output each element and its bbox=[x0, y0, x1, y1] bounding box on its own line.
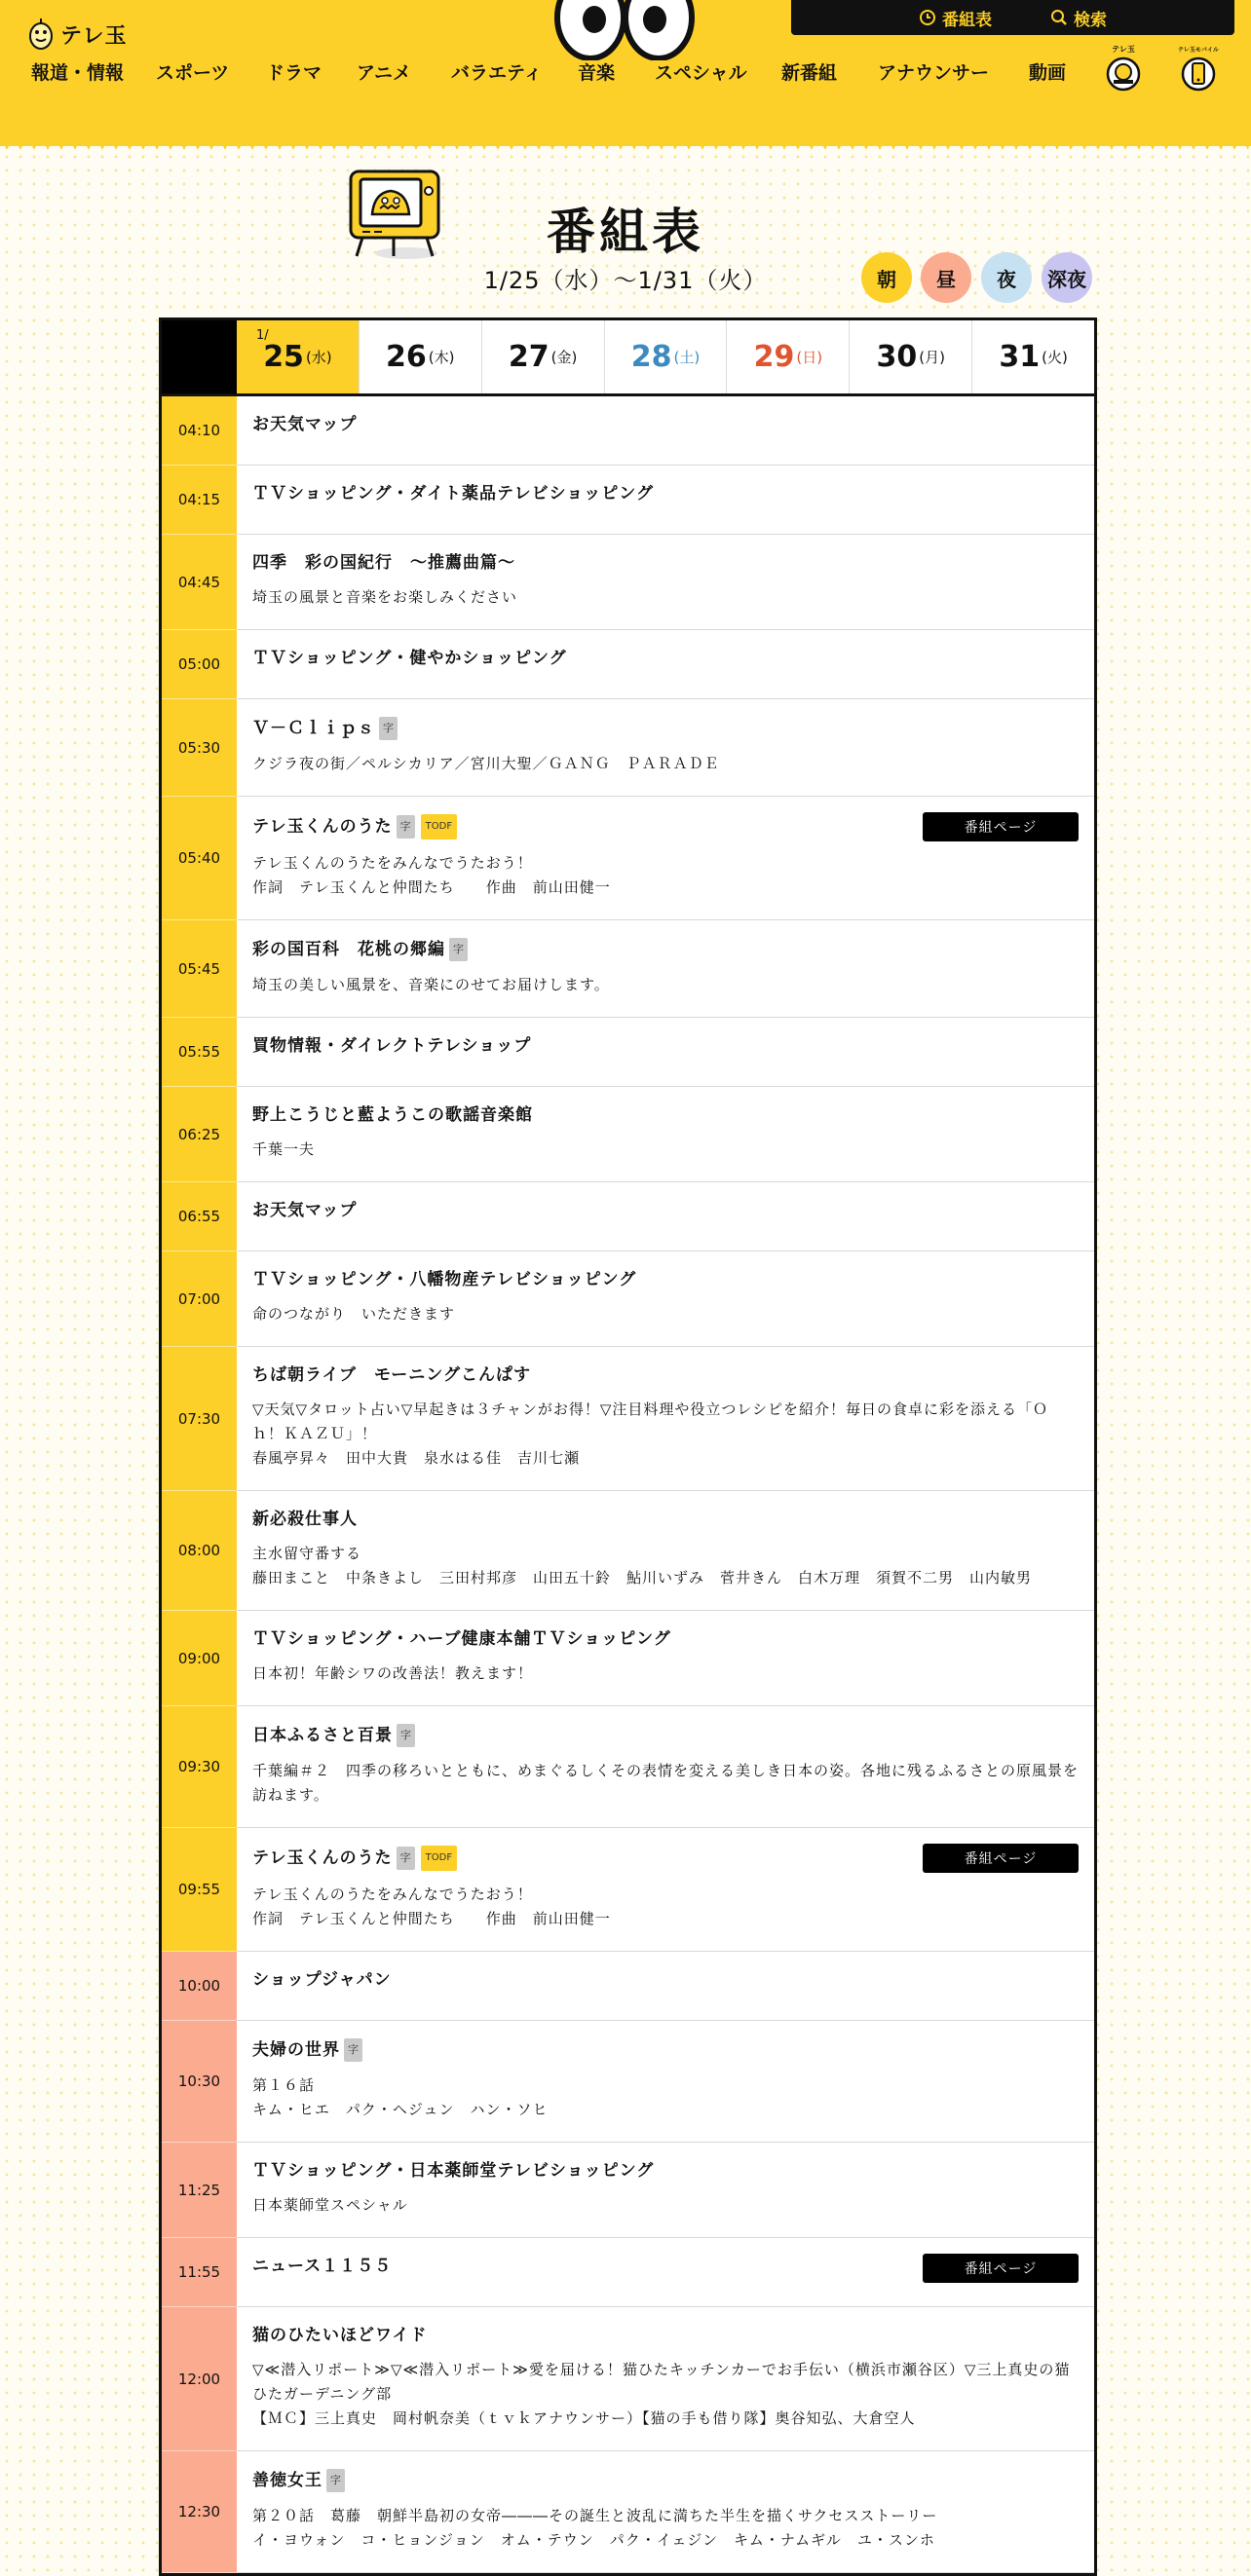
program-description bbox=[252, 2193, 1079, 2218]
subtitle-badge: 字 bbox=[326, 2469, 345, 2492]
program-time: 12:00 bbox=[162, 2307, 237, 2451]
program-guide-link[interactable] bbox=[919, 6, 992, 30]
program-description-line: 千葉一夫 bbox=[252, 1140, 316, 1158]
program-time: 10:30 bbox=[162, 2021, 237, 2143]
day-tab[interactable] bbox=[726, 320, 849, 393]
program-row[interactable] bbox=[162, 630, 1094, 699]
program-title-line bbox=[252, 1035, 1079, 1057]
program-description-line: テレ玉くんのうたをみんなでうたおう！ bbox=[252, 854, 533, 872]
tele-tama-mascot-icon bbox=[27, 18, 55, 51]
program-description-line: 作詞 テレ玉くんと仲間たち 作曲 前山田健一 bbox=[252, 878, 611, 896]
program-time: 05:45 bbox=[162, 920, 237, 1018]
program-row[interactable] bbox=[162, 2238, 1094, 2307]
program-time: 04:45 bbox=[162, 535, 237, 630]
program-title[interactable]: 夫婦の世界 bbox=[252, 2040, 340, 2060]
program-row[interactable] bbox=[162, 535, 1094, 630]
program-title[interactable]: 買物情報・ダイレクトテレショップ bbox=[252, 1036, 532, 1056]
program-row[interactable] bbox=[162, 1182, 1094, 1251]
subtitle-badge: 字 bbox=[397, 1724, 415, 1747]
program-description bbox=[252, 1661, 1079, 1686]
nav-item-announcer[interactable]: アナウンサー bbox=[878, 62, 990, 84]
program-description bbox=[252, 1138, 1079, 1162]
program-description bbox=[252, 1759, 1079, 1808]
program-time: 07:30 bbox=[162, 1347, 237, 1491]
program-title[interactable]: 善徳女王 bbox=[252, 2471, 322, 2490]
program-description-line: 作詞 テレ玉くんと仲間たち 作曲 前山田健一 bbox=[252, 1910, 611, 1927]
program-time: 05:00 bbox=[162, 630, 237, 699]
program-row[interactable] bbox=[162, 797, 1094, 920]
day-tabs bbox=[162, 320, 1094, 396]
nav-item-drama[interactable]: ドラマ bbox=[266, 62, 322, 84]
day-tabs-corner bbox=[162, 320, 237, 393]
day-tab-date: 30 bbox=[876, 340, 918, 374]
day-tab-weekday: (月) bbox=[919, 349, 945, 366]
program-description-line: 【ＭＣ】三上真史 岡村帆奈美（ｔｖｋアナウンサー）【猫の手も借り隊】奥谷知弘、大倉空人 bbox=[252, 2409, 916, 2427]
program-title[interactable]: 猫のひたいほどワイド bbox=[252, 2326, 428, 2345]
program-cell bbox=[237, 1018, 1094, 1086]
search-label: 検索 bbox=[1074, 10, 1107, 30]
program-cell bbox=[237, 2451, 1094, 2572]
program-cell bbox=[237, 2307, 1094, 2450]
program-title[interactable]: ＴＶショッピング・ハーブ健康本舗ＴＶショッピング bbox=[252, 1629, 671, 1649]
day-tab-date: 31 bbox=[999, 340, 1041, 374]
program-time: 08:00 bbox=[162, 1491, 237, 1611]
program-title-line bbox=[252, 1969, 1079, 1991]
day-tab-weekday: (日) bbox=[796, 349, 823, 366]
program-description bbox=[252, 1398, 1079, 1471]
program-title[interactable]: 新必殺仕事人 bbox=[252, 1510, 358, 1529]
program-row[interactable] bbox=[162, 2143, 1094, 2238]
program-title-line bbox=[252, 2325, 1079, 2346]
program-description-line: テレ玉くんのうたをみんなでうたおう！ bbox=[252, 1885, 533, 1903]
mascot-eyes-icon bbox=[551, 0, 698, 60]
program-cell bbox=[237, 797, 1094, 919]
program-title-line bbox=[252, 2469, 1079, 2492]
program-cell bbox=[237, 466, 1094, 534]
nav-item-new-programs[interactable]: 新番組 bbox=[781, 62, 838, 84]
subtitle-badge: 字 bbox=[397, 1847, 415, 1870]
tod-late-night-label: 深夜 bbox=[1047, 267, 1086, 291]
program-cell bbox=[237, 1952, 1094, 2020]
program-title-line bbox=[252, 1628, 1079, 1650]
date-range: 1/25（水）〜1/31（火） bbox=[483, 267, 768, 294]
main-nav bbox=[0, 58, 1251, 88]
program-row[interactable] bbox=[162, 699, 1094, 797]
program-row[interactable] bbox=[162, 1018, 1094, 1087]
program-title-line bbox=[252, 1269, 1079, 1290]
site-logo[interactable] bbox=[27, 18, 128, 51]
program-description-line: 埼玉の風景と音楽をお楽しみください bbox=[252, 588, 518, 606]
program-cell bbox=[237, 1182, 1094, 1251]
logo-text: テレ玉 bbox=[60, 23, 128, 49]
nav-item-special[interactable]: スペシャル bbox=[655, 62, 747, 84]
utility-bar bbox=[791, 0, 1234, 35]
program-description bbox=[252, 2358, 1079, 2431]
program-cell bbox=[237, 920, 1094, 1017]
program-guide-label: 番組表 bbox=[942, 10, 992, 30]
program-row[interactable] bbox=[162, 396, 1094, 466]
nav-item-anime[interactable]: アニメ bbox=[357, 62, 412, 84]
day-tab[interactable] bbox=[971, 320, 1094, 393]
program-row[interactable] bbox=[162, 1491, 1094, 1611]
tod-morning-button[interactable] bbox=[861, 252, 912, 303]
program-description bbox=[252, 2073, 1079, 2122]
program-description-line: 藤田まこと 中条きよし 三田村邦彦 山田五十鈴 鮎川いずみ 菅井きん 白木万理 須賀不二男 山内敏男 bbox=[252, 1569, 1033, 1587]
nav-item-variety[interactable]: バラエティ bbox=[451, 62, 543, 84]
program-row[interactable] bbox=[162, 1706, 1094, 1828]
program-time: 05:30 bbox=[162, 699, 237, 797]
program-time: 05:40 bbox=[162, 797, 237, 920]
program-cell bbox=[237, 1611, 1094, 1705]
program-description bbox=[252, 1302, 1079, 1326]
program-cell bbox=[237, 2143, 1094, 2237]
program-cell bbox=[237, 1087, 1094, 1181]
program-description-line: ▽≪潜入リポート≫▽≪潜入リポート≫愛を届ける！猫ひたキッチンカーでお手伝い（横浜市瀬谷区）▽三上真史の猫ひたガーデニング部 bbox=[252, 2361, 1071, 2403]
program-description bbox=[252, 1883, 1079, 1931]
program-page-button[interactable]: 番組ページ bbox=[923, 812, 1079, 841]
program-title-line bbox=[252, 648, 1079, 669]
tod-night-label: 夜 bbox=[997, 267, 1016, 291]
program-row[interactable] bbox=[162, 1087, 1094, 1182]
search-icon bbox=[1050, 9, 1068, 26]
program-description-line: 埼玉の美しい風景を、音楽にのせてお届けします。 bbox=[252, 976, 610, 993]
nav-item-news[interactable]: 報道・情報 bbox=[31, 62, 125, 84]
program-title-line bbox=[252, 1364, 1079, 1386]
tod-night-button[interactable] bbox=[981, 252, 1032, 303]
program-title-line bbox=[252, 1104, 1079, 1126]
program-description-line: 日本薬師堂スペシャル bbox=[252, 2196, 408, 2214]
program-title-line bbox=[252, 1724, 1079, 1747]
day-tab-date: 27 bbox=[508, 340, 550, 374]
program-list bbox=[162, 396, 1094, 2573]
program-title[interactable]: ＴＶショッピング・ダイト薬品テレビショッピング bbox=[252, 484, 654, 504]
program-description bbox=[252, 585, 1079, 610]
todf-badge: TODF bbox=[421, 814, 457, 840]
program-title[interactable]: ちば朝ライブ モーニングこんぱす bbox=[252, 1365, 531, 1385]
mascot-badge-icon bbox=[1101, 43, 1146, 92]
program-time: 09:00 bbox=[162, 1611, 237, 1706]
program-title[interactable]: 日本ふるさと百景 bbox=[252, 1726, 393, 1745]
todf-badge: TODF bbox=[421, 1846, 457, 1871]
program-cell bbox=[237, 1828, 1094, 1951]
subtitle-badge: 字 bbox=[449, 938, 468, 961]
tod-daytime-button[interactable] bbox=[921, 252, 971, 303]
program-cell bbox=[237, 535, 1094, 629]
nav-item-video[interactable]: 動画 bbox=[1029, 62, 1067, 84]
program-title[interactable]: お天気マップ bbox=[252, 1201, 358, 1220]
program-time: 10:00 bbox=[162, 1952, 237, 2021]
program-description-line: 春風亭昇々 田中大貴 泉水はる佳 吉川七瀬 bbox=[252, 1449, 581, 1467]
program-row[interactable] bbox=[162, 920, 1094, 1018]
program-row[interactable] bbox=[162, 2451, 1094, 2573]
program-time: 12:30 bbox=[162, 2451, 237, 2573]
program-title[interactable]: テレ玉くんのうた bbox=[252, 817, 393, 837]
program-title[interactable]: 四季 彩の国紀行 ～推薦曲篇～ bbox=[252, 553, 515, 573]
day-tab-weekday: (金) bbox=[550, 349, 578, 366]
program-description-line: イ・ヨウォン コ・ヒョンジョン オム・テウン パク・イェジン キム・ナムギル ユ・スンホ bbox=[252, 2531, 935, 2549]
program-title-line bbox=[252, 717, 1079, 740]
day-tab-weekday: (土) bbox=[673, 349, 701, 366]
program-title[interactable]: お天気マップ bbox=[252, 415, 358, 434]
program-row[interactable] bbox=[162, 1251, 1094, 1347]
program-description-line: 日本初！年齢シワの改善法！教えます！ bbox=[252, 1664, 534, 1682]
program-description-line: ▽天気▽タロット占い▽早起きは３チャンがお得！▽注目料理や役立つレシピを紹介！毎日の食卓に彩を添える「Ｏｈ！ＫＡＺＵ」！ bbox=[252, 1400, 1049, 1442]
day-tab-weekday: (水) bbox=[305, 349, 332, 366]
program-time: 04:15 bbox=[162, 466, 237, 535]
program-title-line bbox=[252, 1509, 1079, 1530]
program-description bbox=[252, 2504, 1079, 2553]
day-tab[interactable] bbox=[237, 320, 359, 393]
day-tab-month: 1/ bbox=[256, 328, 269, 343]
day-tab[interactable] bbox=[849, 320, 971, 393]
program-time: 09:30 bbox=[162, 1706, 237, 1828]
program-cell bbox=[237, 699, 1094, 796]
program-title-line bbox=[252, 414, 1079, 435]
program-schedule bbox=[159, 317, 1097, 2576]
program-title[interactable]: ニュース１１５５ bbox=[252, 2257, 393, 2276]
teletama-mobile-button[interactable] bbox=[1176, 43, 1221, 92]
program-description bbox=[252, 752, 1079, 776]
day-tab[interactable] bbox=[604, 320, 727, 393]
program-title[interactable]: 彩の国百科 花桃の郷編 bbox=[252, 940, 445, 959]
program-row[interactable] bbox=[162, 2021, 1094, 2143]
nav-item-music[interactable]: 音楽 bbox=[578, 62, 616, 84]
program-row[interactable] bbox=[162, 1952, 1094, 2021]
day-tab-date: 26 bbox=[386, 340, 427, 374]
program-cell bbox=[237, 630, 1094, 698]
tod-late-night-button[interactable] bbox=[1042, 252, 1092, 303]
day-tab[interactable] bbox=[359, 320, 481, 393]
program-cell bbox=[237, 1706, 1094, 1827]
program-description bbox=[252, 1542, 1079, 1590]
program-time: 05:55 bbox=[162, 1018, 237, 1087]
tod-morning-label: 朝 bbox=[877, 267, 896, 291]
day-tab-date: 28 bbox=[630, 340, 672, 374]
program-title[interactable]: テレ玉くんのうた bbox=[252, 1848, 393, 1868]
subtitle-badge: 字 bbox=[379, 717, 398, 740]
day-tab-weekday: (木) bbox=[428, 349, 455, 366]
program-title-line bbox=[252, 552, 1079, 574]
program-row[interactable] bbox=[162, 1347, 1094, 1491]
program-description-line: 千葉編＃２ 四季の移ろいとともに、めまぐるしくその表情を変える美しき日本の姿。各地に残るふるさとの原風景を訪ねます。 bbox=[252, 1762, 1080, 1804]
program-cell bbox=[237, 2021, 1094, 2142]
program-title[interactable]: Ｖ－Ｃｌｉｐｓ bbox=[252, 719, 375, 738]
program-cell bbox=[237, 1251, 1094, 1346]
program-cell bbox=[237, 1491, 1094, 1610]
program-description bbox=[252, 973, 1079, 997]
program-description-line: 第２０話 葛藤 朝鮮半島初の女帝―――その誕生と波乱に満ちた半生を描くサクセスストーリー bbox=[252, 2507, 938, 2524]
program-title[interactable]: ＴＶショッピング・八幡物産テレビショッピング bbox=[252, 1270, 637, 1289]
program-row[interactable] bbox=[162, 466, 1094, 535]
subtitle-badge: 字 bbox=[344, 2038, 362, 2062]
tod-daytime-label: 昼 bbox=[936, 267, 956, 291]
program-description-line: クジラ夜の街／ペルシカリア／宮川大聖／ＧＡＮＧ ＰＡＲＡＤＥ bbox=[252, 755, 720, 772]
teletama-mobile-label: テレ玉モバイル bbox=[1178, 47, 1219, 54]
nav-item-sports[interactable]: スポーツ bbox=[156, 62, 230, 84]
program-time: 07:00 bbox=[162, 1251, 237, 1347]
day-tab[interactable] bbox=[481, 320, 604, 393]
mobile-phone-icon bbox=[1176, 43, 1221, 92]
program-title[interactable]: ＴＶショッピング・健やかショッピング bbox=[252, 649, 567, 668]
program-description bbox=[252, 851, 1079, 900]
program-title-line bbox=[252, 1200, 1079, 1221]
clock-icon bbox=[919, 9, 936, 26]
day-tab-date: 29 bbox=[753, 340, 795, 374]
program-row[interactable] bbox=[162, 1828, 1094, 1952]
program-description-line: 第１６話 bbox=[252, 2076, 316, 2094]
program-title[interactable]: ショップジャパン bbox=[252, 1970, 392, 1990]
program-row[interactable] bbox=[162, 1611, 1094, 1706]
program-title-line bbox=[252, 483, 1079, 504]
program-title-line bbox=[252, 2160, 1079, 2182]
program-description-line: 命のつながり いただきます bbox=[252, 1305, 456, 1323]
program-title[interactable]: 野上こうじと藍ようこの歌謡音楽館 bbox=[252, 1105, 533, 1125]
program-time: 06:25 bbox=[162, 1087, 237, 1182]
program-page-button[interactable]: 番組ページ bbox=[923, 1844, 1079, 1873]
teletama-app-button[interactable] bbox=[1101, 43, 1146, 92]
program-cell bbox=[237, 2238, 1094, 2306]
program-time: 06:55 bbox=[162, 1182, 237, 1251]
program-cell bbox=[237, 1347, 1094, 1490]
program-title-line bbox=[252, 938, 1079, 961]
program-time: 11:55 bbox=[162, 2238, 237, 2307]
page-title: 番組表 bbox=[547, 204, 704, 260]
program-time: 09:55 bbox=[162, 1828, 237, 1952]
program-row[interactable] bbox=[162, 2307, 1094, 2451]
site-header bbox=[0, 0, 1251, 146]
program-time: 11:25 bbox=[162, 2143, 237, 2238]
program-title[interactable]: ＴＶショッピング・日本薬師堂テレビショッピング bbox=[252, 2161, 655, 2181]
program-page-button[interactable]: 番組ページ bbox=[923, 2254, 1079, 2283]
program-description-line: 主水留守番する bbox=[252, 1545, 362, 1562]
day-tab-weekday: (火) bbox=[1042, 349, 1068, 366]
program-title-line bbox=[252, 2038, 1079, 2062]
program-description-line: キム・ヒエ パク・ヘジュン ハン・ソヒ bbox=[252, 2101, 549, 2118]
day-tab-date: 25 bbox=[263, 340, 304, 374]
program-cell bbox=[237, 396, 1094, 465]
search-link[interactable] bbox=[1050, 6, 1107, 30]
teletama-app-label: テレ玉 bbox=[1112, 45, 1135, 54]
subtitle-badge: 字 bbox=[397, 815, 415, 839]
program-time: 04:10 bbox=[162, 396, 237, 466]
